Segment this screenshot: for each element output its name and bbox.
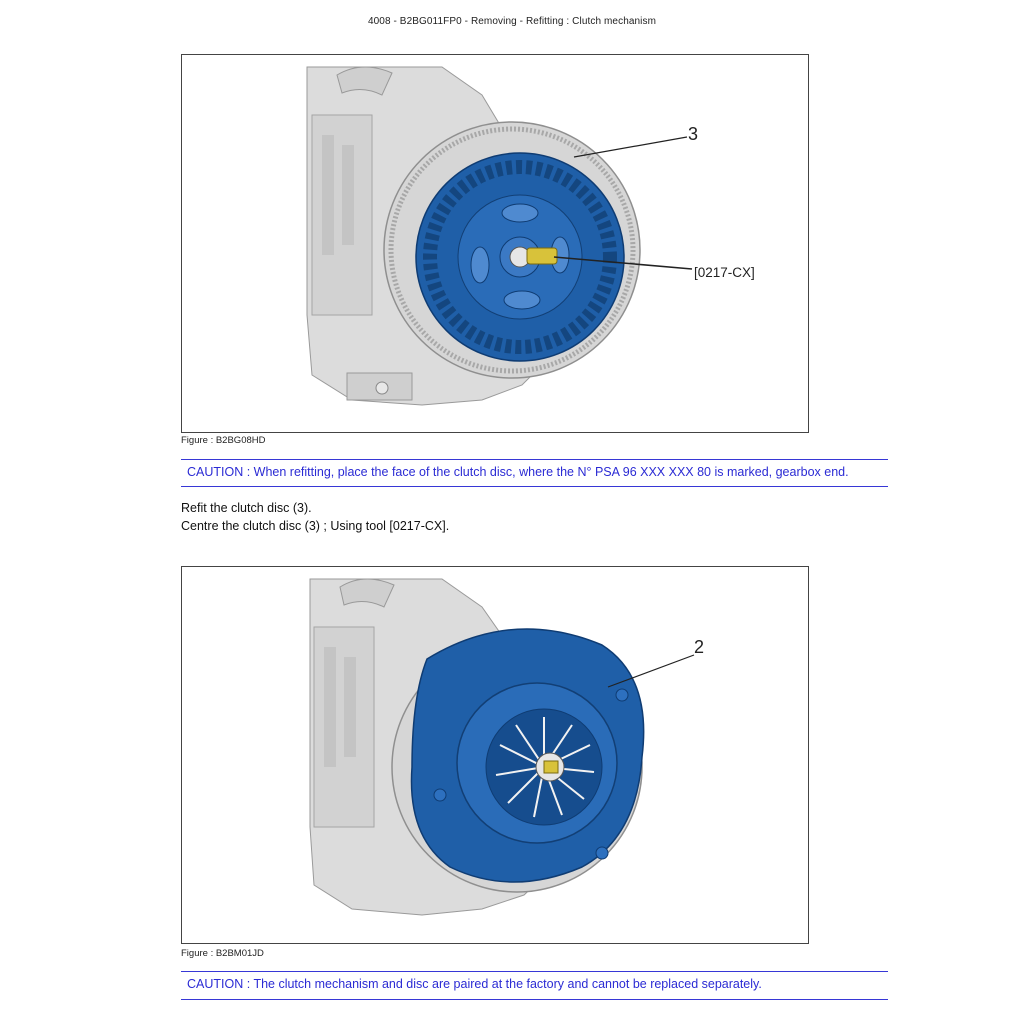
step-item: Centre the clutch disc (3) ; Using tool [0217-CX]. xyxy=(181,519,450,533)
caution-box-2 xyxy=(181,971,888,1000)
caution-box-1 xyxy=(181,459,888,487)
clutch-mechanism-illustration xyxy=(182,567,808,943)
page-header: 4008 - B2BG011FP0 - Removing - Refitting : Clutch mechanism xyxy=(367,16,657,27)
figure2-caption: Figure : B2BM01JD xyxy=(181,948,264,959)
clutch-disc-illustration xyxy=(182,55,808,432)
caution-text-2: CAUTION : The clutch mechanism and disc are paired at the factory and cannot be replaced separately. xyxy=(187,977,762,991)
clutch-disc-part xyxy=(416,153,624,361)
centring-tool xyxy=(527,248,557,264)
figure-clutch-mechanism xyxy=(181,566,809,944)
clutch-mechanism-part xyxy=(411,629,643,882)
callout-tool: [0217-CX] xyxy=(694,265,755,280)
step-item: Refit the clutch disc (3). xyxy=(181,501,312,515)
callout-part-3: 3 xyxy=(688,124,699,144)
figure1-caption: Figure : B2BG08HD xyxy=(181,435,266,446)
caution-text-1: CAUTION : When refitting, place the face of the clutch disc, where the N° PSA 96 XXX XXX 80 is marked, gearbox end. xyxy=(187,465,849,479)
callout-part-2: 2 xyxy=(694,637,705,657)
leader-line-part xyxy=(574,137,687,157)
instruction-steps xyxy=(181,499,449,535)
figure-clutch-disc xyxy=(181,54,809,433)
